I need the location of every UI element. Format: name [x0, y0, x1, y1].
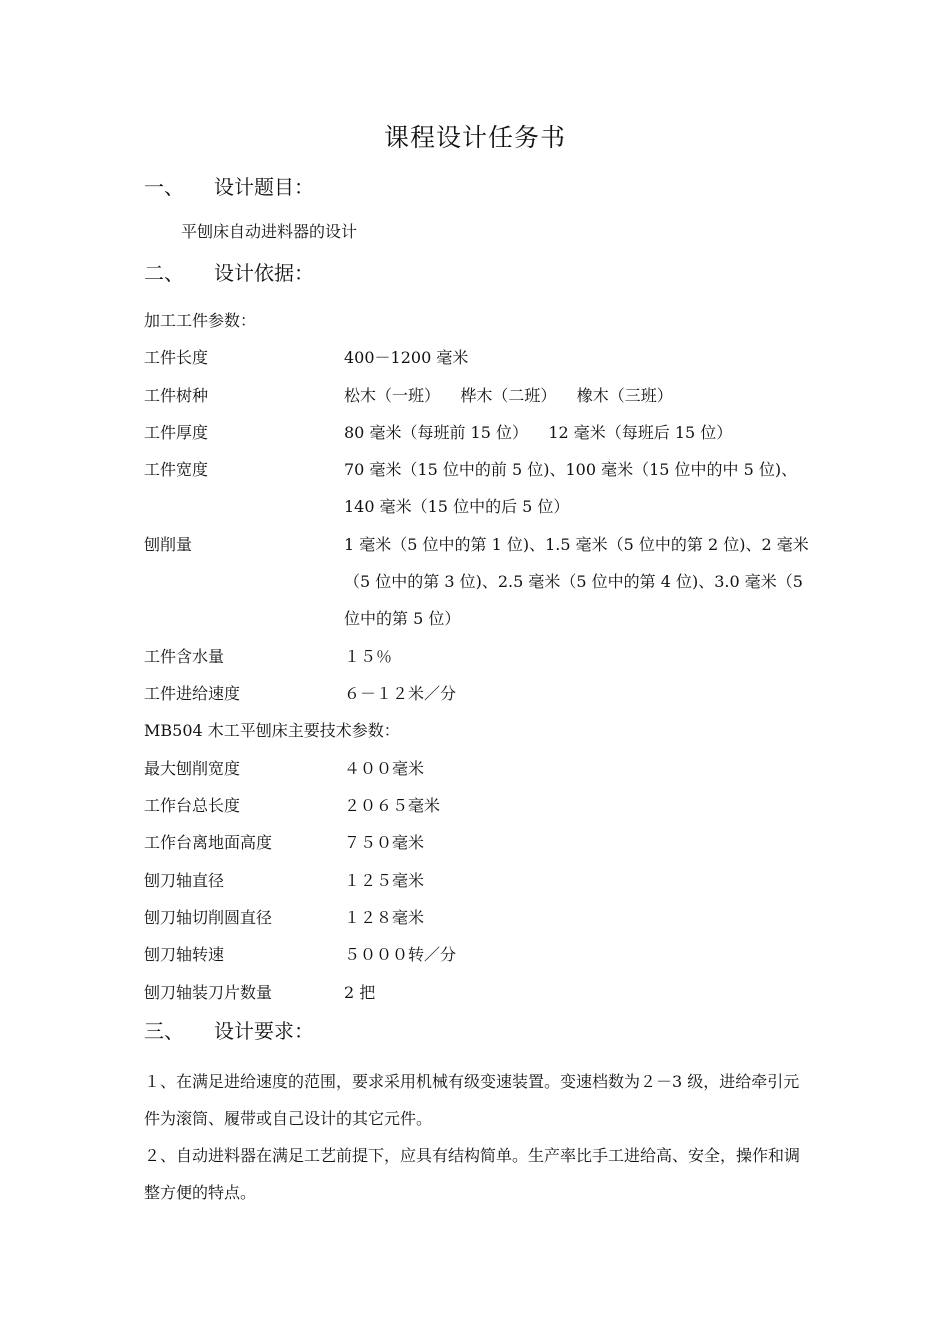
param-label: 刨刀轴切削圆直径: [144, 908, 273, 927]
param-label: 工件进给速度: [144, 684, 241, 703]
section-heading-1: [144, 172, 314, 202]
requirement-item: ２、自动进料器在满足工艺前提下，应具有结构简单。生产率比手工进给高、安全，操作和调整方便的特点。: [144, 1146, 801, 1202]
param-label: 刨削量: [144, 535, 193, 554]
machine-params-header: MB504 木工平刨床主要技术参数：: [144, 721, 400, 740]
section-heading-2: [144, 258, 314, 288]
param-label: 工件厚度: [144, 423, 209, 442]
design-subject: 平刨床自动进料器的设计: [181, 222, 358, 241]
param-label: 工作台离地面高度: [144, 833, 273, 852]
param-label: 刨刀轴直径: [144, 871, 225, 890]
param-value: 80 毫米（每班前 15 位） 12 毫米（每班后 15 位）: [344, 423, 733, 442]
requirement-item: １、在满足进给速度的范围，要求采用机械有级变速装置。变速档数为２－3 级，进给牵引元件为滚筒、履带或自己设计的其它元件。: [144, 1072, 800, 1128]
param-value: ６－１２米／分: [344, 684, 457, 703]
param-label: 工件宽度: [144, 460, 209, 479]
param-label: 刨刀轴转速: [144, 945, 225, 964]
param-label: 工件树种: [144, 386, 209, 405]
param-value: 1 毫米（5 位中的第 1 位)、1.5 毫米（5 位中的第 2 位)、2 毫米（5 位中的第 3 位)、2.5 毫米（5 位中的第 4 位)、3.0 毫米（5 位中的第 5 位）: [344, 535, 809, 628]
document-title: 课程设计任务书: [383, 123, 566, 152]
param-label: 刨刀轴装刀片数量: [144, 983, 273, 1002]
section-heading-3: [144, 1016, 314, 1046]
param-label: 工作台总长度: [144, 796, 241, 815]
section-number: 一、: [144, 175, 184, 199]
section-label: 设计要求：: [214, 1019, 314, 1043]
param-value: 400－1200 毫米: [344, 348, 469, 367]
param-value: 70 毫米（15 位中的前 5 位)、100 毫米（15 位中的中 5 位)、140 毫米（15 位中的后 5 位）: [344, 460, 798, 516]
workpiece-params-header: 加工工件参数：: [144, 311, 257, 330]
param-label: 工件含水量: [144, 647, 225, 666]
param-value: １５％: [344, 647, 393, 666]
param-value: ２０６５毫米: [344, 796, 441, 815]
section-label: 设计依据：: [214, 261, 314, 285]
param-label: 最大刨削宽度: [144, 759, 241, 778]
param-value: １２８毫米: [344, 908, 425, 927]
section-number: 二、: [144, 261, 184, 285]
param-value: 2 把: [344, 983, 376, 1002]
param-value: ５０００转／分: [344, 945, 457, 964]
param-value: ７５０毫米: [344, 833, 425, 852]
param-label: 工件长度: [144, 348, 209, 367]
section-number: 三、: [144, 1019, 184, 1043]
section-label: 设计题目：: [214, 175, 314, 199]
param-value: １２５毫米: [344, 871, 425, 890]
param-value: ４００毫米: [344, 759, 425, 778]
param-value: 松木（一班） 桦木（二班） 橡木（三班）: [344, 386, 673, 405]
